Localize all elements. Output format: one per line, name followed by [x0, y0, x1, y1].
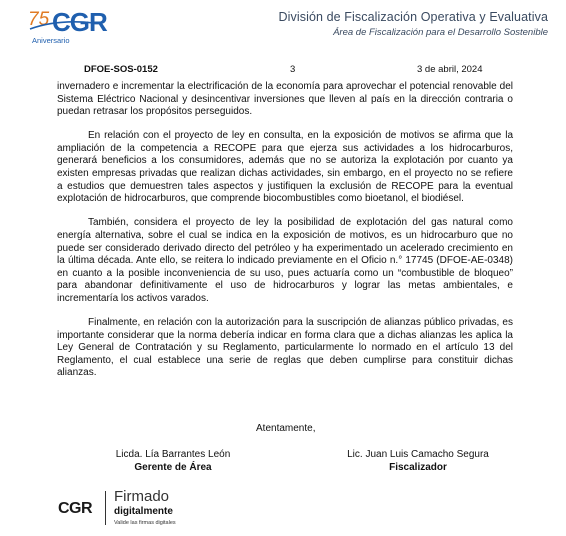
- signature-block-right: [333, 449, 503, 474]
- logo-number: 75: [28, 9, 50, 30]
- stamp-caption: Valide las firmas digitales: [114, 520, 176, 526]
- document-date: 3 de abril, 2024: [417, 64, 483, 75]
- logo-text: CGR: [52, 7, 107, 37]
- closing-salutation: Atentamente,: [256, 423, 316, 434]
- signer-name: Lic. Juan Luis Camacho Segura: [347, 449, 489, 460]
- logo-subtitle: Aniversario: [32, 36, 70, 45]
- stamp-cgr-logo: CGR: [58, 500, 93, 517]
- reference-line: [0, 64, 566, 78]
- digital-signature-stamp: [58, 487, 198, 532]
- document-body: [57, 81, 513, 391]
- document-code: DFOE-SOS-0152: [84, 64, 158, 75]
- signature-block-left: [108, 449, 238, 474]
- paragraph-continued: invernadero e incrementar la electrificación de la economía para aprovechar el potencial renovable del Sistema Eléctrico Nacional y desincentivar inversiones que lleven al país en la dirección contraria o puedan retrasar los propósitos perseguidos.: [57, 81, 513, 118]
- signer-role: Fiscalizador: [389, 461, 447, 473]
- document-header: [0, 0, 566, 50]
- division-title: División de Fiscalización Operativa y Evaluativa: [278, 10, 548, 24]
- header-division: [279, 10, 549, 38]
- paragraph-alianzas: Finalmente, en relación con la autorización para la suscripción de alianzas público privadas, es importante considerar que la norma debería indicar en forma clara que a dichas alianzas les aplica la Ley General de Contratación y su Reglamento, particularmente lo normado en el artículo 13 del Reglamento, el cual establece una serie de reglas que deben cumplirse para constituir dichas alianzas.: [57, 317, 513, 379]
- signer-role: Gerente de Área: [134, 461, 212, 473]
- division-subtitle: Área de Fiscalización para el Desarrollo Sostenible: [333, 27, 548, 38]
- page-number: 3: [290, 64, 296, 75]
- signer-name: Licda. Lía Barrantes León: [115, 449, 231, 460]
- cgr-75-aniversario-logo: [28, 5, 138, 47]
- stamp-subtitle: digitalmente: [114, 506, 173, 517]
- paragraph-gas-natural: También, considera el proyecto de ley la posibilidad de explotación del gas natural como energía alternativa, sobre el cual se indica en la exposición de motivos, es un hidrocarburo que no puede ser considerado derivado directo del petróleo y ha experimentado un acelerado crecimiento en la última década. Ante ello, se reitera lo indicado previamente en el Oficio n.° 17745 (DFOE-AE-0348) en cuanto a la posible inconveniencia de su uso, pues actuaría como un “combustible de bloqueo” para abandonar definitivamente el uso de hidrocarburos y lograr las metas ambientales, e incrementaría los activos varados.: [57, 217, 513, 304]
- stamp-divider: [105, 491, 106, 525]
- paragraph-recope: En relación con el proyecto de ley en consulta, en la exposición de motivos se afirma que la ampliación de la competencia a RECOPE para que ejerza sus actividades a los hidrocarburos, generará beneficios a los consumidores, además que no se autoriza la explotación por cuanto ya existen empresas privadas que realizan dichas actividades, sin embargo, en el proyecto no se refiere a estudios que demuestren tales aspectos y justifiquen la exclusión de RECOPE para la eventual explotación de hidrocarburos, que comprende biocombustibles como bioetanol, el biodiésel.: [57, 130, 513, 205]
- stamp-title: Firmado: [114, 488, 170, 505]
